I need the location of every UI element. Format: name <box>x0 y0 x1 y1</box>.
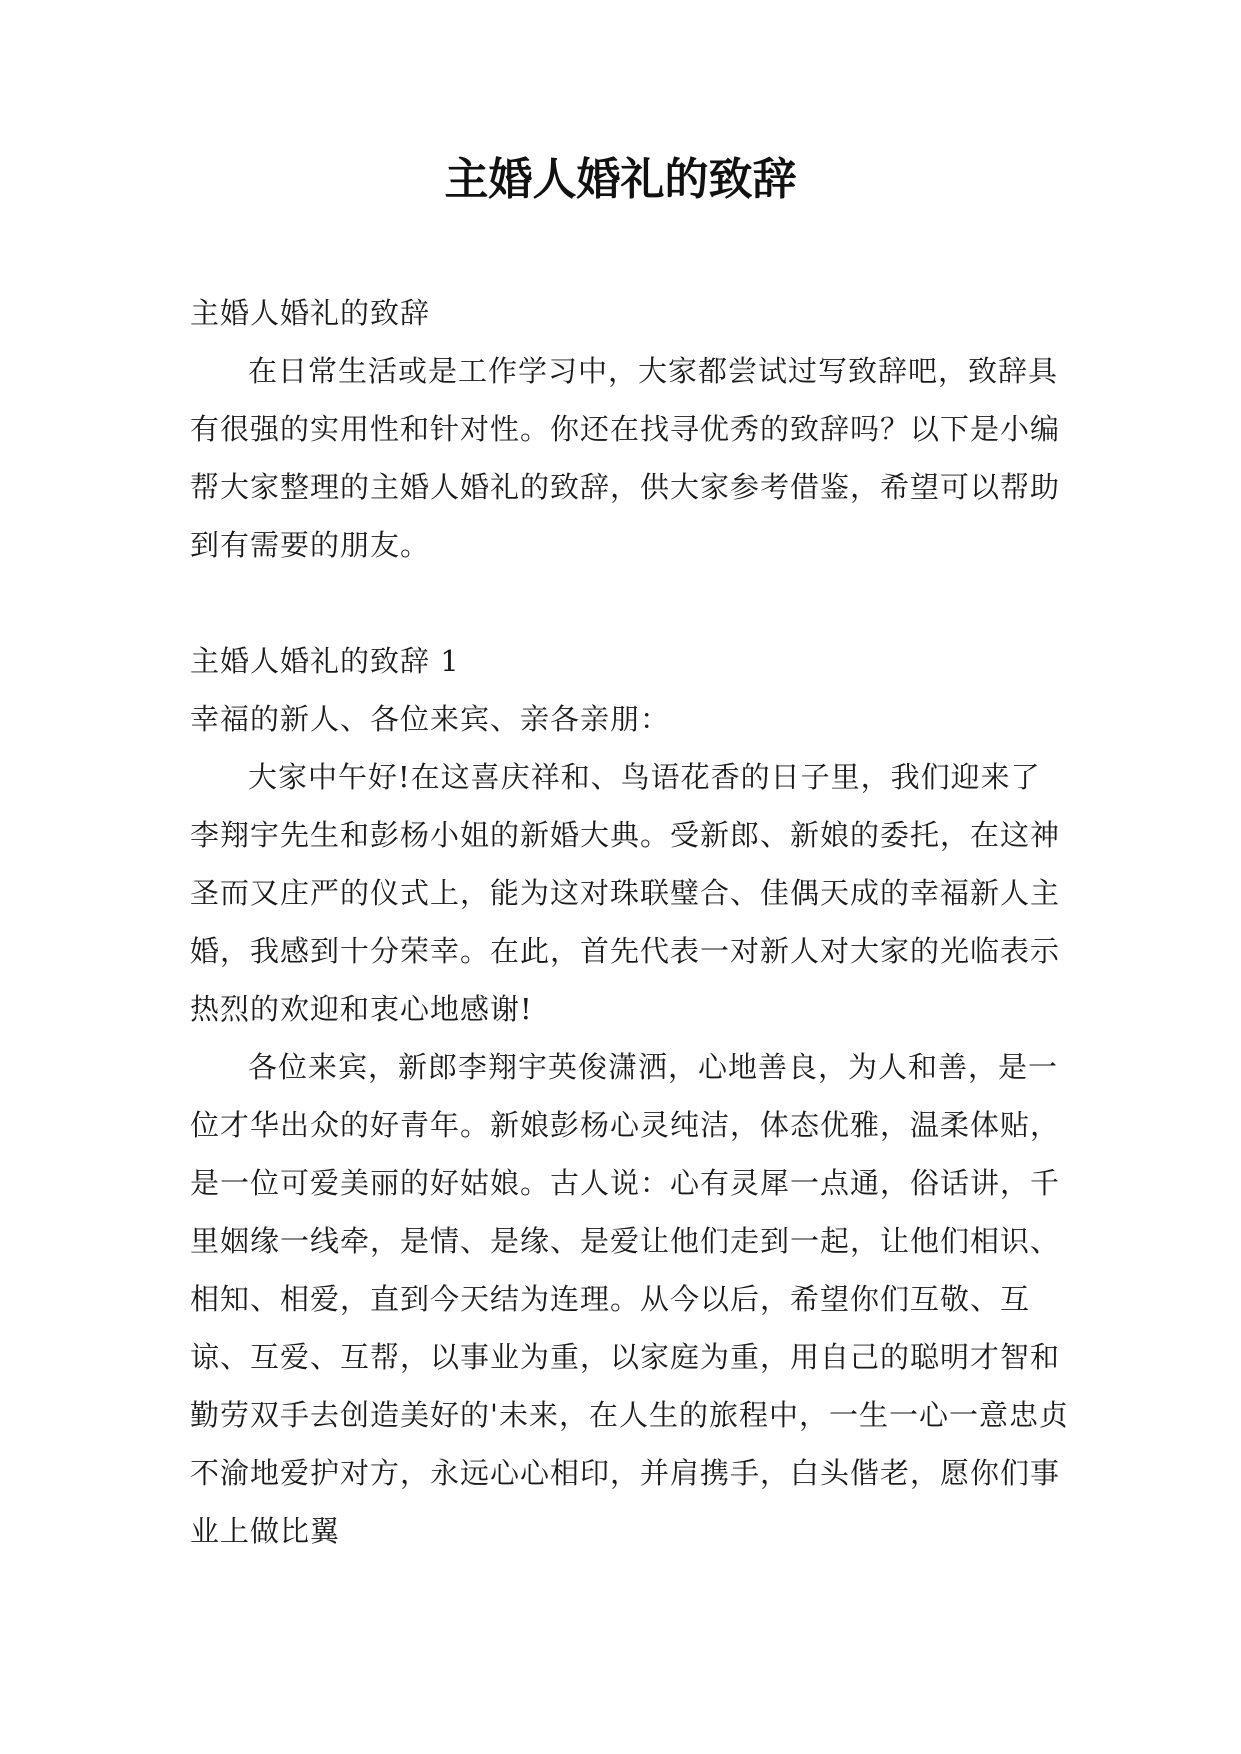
body-paragraph: 各位来宾，新郎李翔宇英俊潇洒，心地善良，为人和善，是一位才华出众的好青年。新娘彭杨心灵纯洁，体态优雅，温柔体贴，是一位可爱美丽的好姑娘。古人说：心有灵犀一点通，俗话讲，千里姻缘一线牵，是情、是缘、是爱让他们走到一起，让他们相识、相知、相爱，直到今天结为连理。从今以后，希望你们互敬、互谅、互爱、互帮，以事业为重，以家庭为重，用自己的聪明才智和勤劳双手去创造美好的'未来，在人生的旅程中，一生一心一意忠贞不渝地爱护对方，永远心心相印，并肩携手，白头偕老，愿你们事业上做比翼 <box>190 1050 1069 1548</box>
document-title: 主婚人婚礼的致辞 <box>444 154 797 205</box>
document-subtitle: 主婚人婚礼的致辞 <box>190 296 431 330</box>
paragraph-gap <box>190 574 1070 632</box>
salutation: 幸福的新人、各位来宾、亲各亲朋： <box>190 702 671 736</box>
body-paragraph: 大家中午好!在这喜庆祥和、鸟语花香的日子里，我们迎来了李翔宇先生和彭杨小姐的新婚大典。受新郎、新娘的委托，在这神圣而又庄严的仪式上，能为这对珠联璧合、佳偶天成的幸福新人主婚，我感到十分荣幸。在此，首先代表一对新人对大家的光临表示热烈的欢迎和衷心地感谢! <box>190 760 1061 1026</box>
section-heading: 主婚人婚礼的致辞 1 <box>190 644 460 678</box>
intro-paragraph: 在日常生活或是工作学习中，大家都尝试过写致辞吧，致辞具有很强的实用性和针对性。你还在找寻优秀的致辞吗？以下是小编帮大家整理的主婚人婚礼的致辞，供大家参考借鉴，希望可以帮助到有需要的朋友。 <box>190 354 1061 562</box>
document-body <box>190 284 1070 1560</box>
